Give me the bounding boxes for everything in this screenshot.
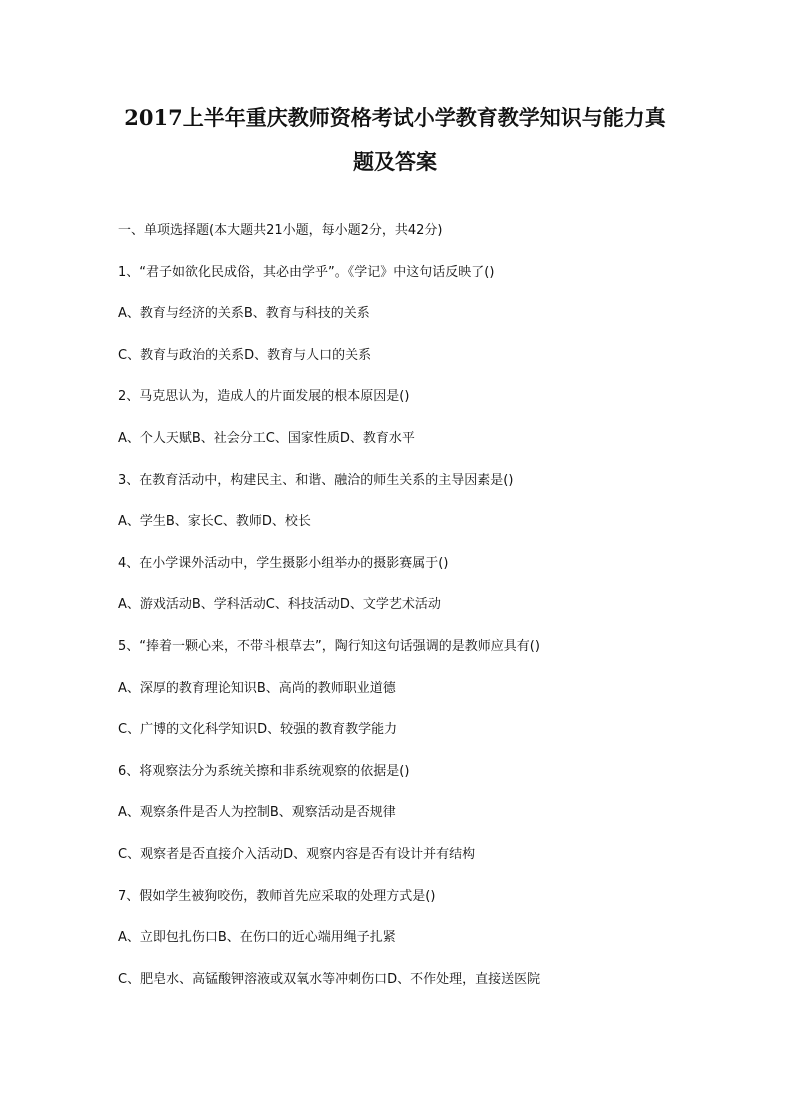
question-list	[118, 220, 758, 1010]
document-title-line-2: 题及答案	[353, 149, 437, 174]
question-2: 2、马克思认为，造成人的片面发展的根本原因是()	[118, 389, 410, 405]
section-heading: 一、单项选择题(本大题共21小题，每小题2分，共42分)	[118, 223, 443, 238]
question-4-options: A、游戏活动B、学科活动C、科技活动D、文学艺术活动	[118, 597, 441, 613]
document-title-line-1: 2017上半年重庆教师资格考试小学教育教学知识与能力真	[124, 105, 666, 130]
question-3-options: A、学生B、家长C、教师D、校长	[118, 514, 311, 530]
question-2-options: A、个人天赋B、社会分工C、国家性质D、教育水平	[118, 430, 415, 446]
question-1-options-ab: A、教育与经济的关系B、教育与科技的关系	[118, 306, 370, 322]
question-1: 1、“君子如欲化民成俗，其必由学乎”。《学记》中这句话反映了()	[118, 264, 495, 280]
question-5: 5、“捧着一颗心来，不带斗根草去”，陶行知这句话强调的是教师应具有()	[118, 638, 540, 654]
question-5-options-ab: A、深厚的教育理论知识B、高尚的教师职业道德	[118, 680, 396, 696]
question-1-options-cd: C、教育与政治的关系D、教育与人口的关系	[118, 347, 372, 363]
question-6: 6、将观察法分为系统关擦和非系统观察的依据是()	[118, 763, 410, 779]
question-6-options-cd: C、观察者是否直接介入活动D、观察内容是否有设计并有结构	[118, 846, 476, 862]
question-7: 7、假如学生被狗咬伤，教师首先应采取的处理方式是()	[118, 888, 436, 904]
question-7-options-cd: C、肥皂水、高锰酸钾溶液或双氧水等冲刺伤口D、不作处理，直接送医院	[118, 971, 541, 987]
question-4: 4、在小学课外活动中，学生摄影小组举办的摄影赛属于()	[118, 555, 449, 571]
question-7-options-ab: A、立即包扎伤口B、在伤口的近心端用绳子扎紧	[118, 930, 396, 946]
question-5-options-cd: C、广博的文化科学知识D、较强的教育教学能力	[118, 722, 398, 738]
question-6-options-ab: A、观察条件是否人为控制B、观察活动是否规律	[118, 805, 396, 821]
question-3: 3、在教育活动中，构建民主、和谐、融洽的师生关系的主导因素是()	[118, 472, 514, 488]
